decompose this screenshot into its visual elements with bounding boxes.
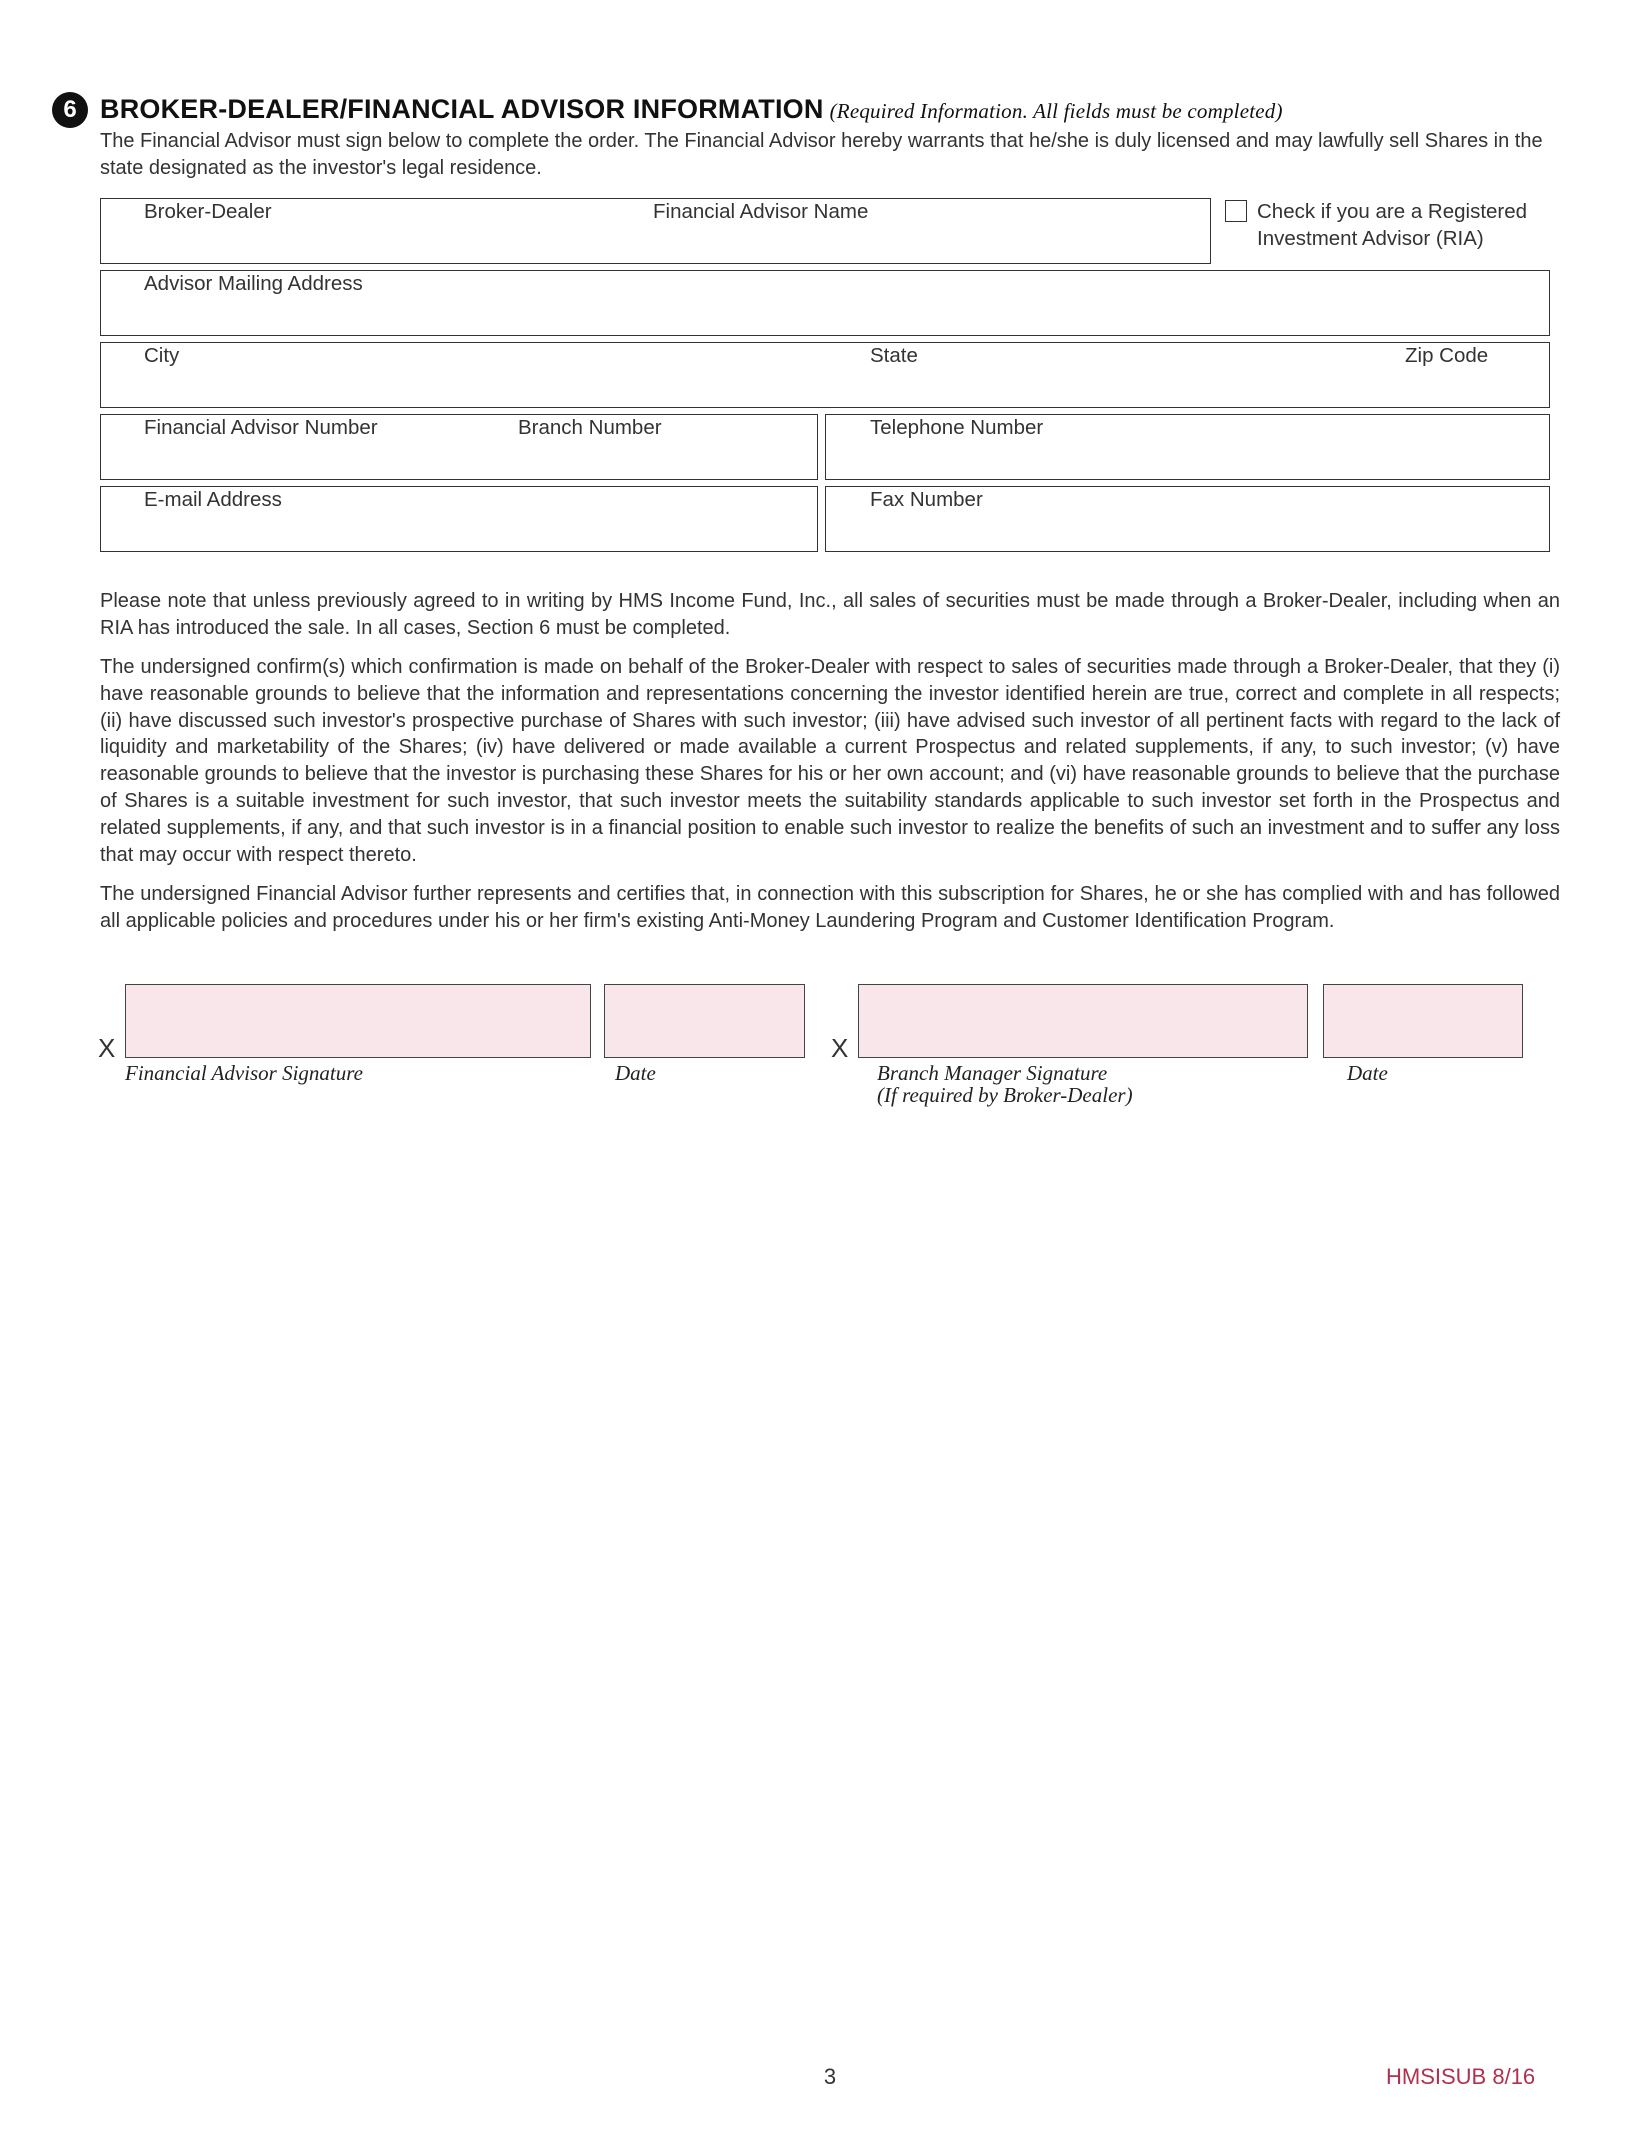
section-title-text: BROKER-DEALER/FINANCIAL ADVISOR INFORMATION bbox=[100, 94, 824, 124]
form-code: HMSISUB 8/16 bbox=[1386, 2064, 1536, 2089]
branch-number-label: Branch Number bbox=[518, 416, 662, 439]
page-number: 3 bbox=[823, 2064, 837, 2089]
financial-advisor-date-label: Date bbox=[615, 1061, 656, 1085]
email-address-label: E-mail Address bbox=[144, 488, 282, 511]
financial-advisor-number-label: Financial Advisor Number bbox=[144, 416, 378, 439]
financial-advisor-date-field[interactable] bbox=[604, 984, 805, 1058]
branch-manager-signature-text: Branch Manager Signature bbox=[877, 1061, 1108, 1085]
advisor-mailing-address-label: Advisor Mailing Address bbox=[144, 272, 363, 295]
branch-manager-signature-note: (If required by Broker-Dealer) bbox=[877, 1083, 1133, 1107]
branch-manager-date-label: Date bbox=[1347, 1061, 1388, 1085]
broker-dealer-label: Broker-Dealer bbox=[144, 200, 272, 223]
financial-advisor-signature-field[interactable] bbox=[125, 984, 591, 1058]
state-label: State bbox=[870, 344, 918, 367]
confirmation-paragraph: The undersigned confirm(s) which confirmation is made on behalf of the Broker-Dealer with respect to sales of securities made through a Broker-Dealer, that they (i) have reasonable grounds to believe that the information and representations concerning the investor identified herein are true, correct and complete in all respects; (ii) have discussed such investor's prospective purchase of Shares with such investor; (iii) have advised such investor of all pertinent facts with regard to the lack of liquidity and marketability of the Shares; (iv) have delivered or made available a current Prospectus and related supplements, if any, to such investor; (v) have reasonable grounds to believe that the investor is purchasing these Shares for his or her own account; and (vi) have reasonable grounds to believe that the purchase of Shares is a suitable investment for such investor, that such investor meets the suitability standards applicable to such investor set forth in the Prospectus and related supplements, if any, and that such investor is in a financial position to enable such investor to realize the benefits of such an investment and to suffer any loss that may occur with respect thereto. bbox=[100, 656, 1560, 866]
fax-number-label: Fax Number bbox=[870, 488, 983, 511]
city-label: City bbox=[144, 344, 180, 367]
branch-manager-date-field[interactable] bbox=[1323, 984, 1523, 1058]
ria-checkbox[interactable] bbox=[1225, 200, 1247, 222]
aml-certification-paragraph: The undersigned Financial Advisor further represents and certifies that, in connection with this subscription for Shares, he or she has complied with and has followed all applicable policies and procedures under his or her firm's existing Anti-Money Laundering Program and Customer Identification Program. bbox=[100, 883, 1560, 932]
zip-code-label: Zip Code bbox=[1405, 344, 1489, 367]
section-intro: The Financial Advisor must sign below to complete the order. The Financial Advisor hereby warrants that he/she is duly licensed and may lawfully sell Shares in the state designated as the investor's legal residence. bbox=[100, 130, 1543, 179]
financial-advisor-name-label: Financial Advisor Name bbox=[653, 200, 869, 223]
ria-checkbox-label: Check if you are a Registered Investment Advisor (RIA) bbox=[1257, 200, 1528, 250]
section-title bbox=[100, 94, 1283, 125]
section-title-note: (Required Information. All fields must be completed) bbox=[829, 99, 1283, 123]
rias-notice-paragraph: Please note that unless previously agreed to in writing by HMS Income Fund, Inc., all sales of securities must be made through a Broker-Dealer, including when an RIA has introduced the sale. In all cases, Section 6 must be completed. bbox=[100, 590, 1560, 639]
branch-manager-signature-field[interactable] bbox=[858, 984, 1308, 1058]
financial-advisor-signature-label: Financial Advisor Signature bbox=[125, 1061, 363, 1085]
branch-manager-signature-label bbox=[877, 1062, 1133, 1106]
telephone-number-label: Telephone Number bbox=[870, 416, 1044, 439]
bm-signature-x-mark: X bbox=[831, 1033, 849, 1063]
fa-signature-x-mark: X bbox=[98, 1033, 116, 1063]
section-number-badge: 6 bbox=[52, 92, 88, 128]
city-state-zip-field[interactable] bbox=[100, 342, 1550, 408]
